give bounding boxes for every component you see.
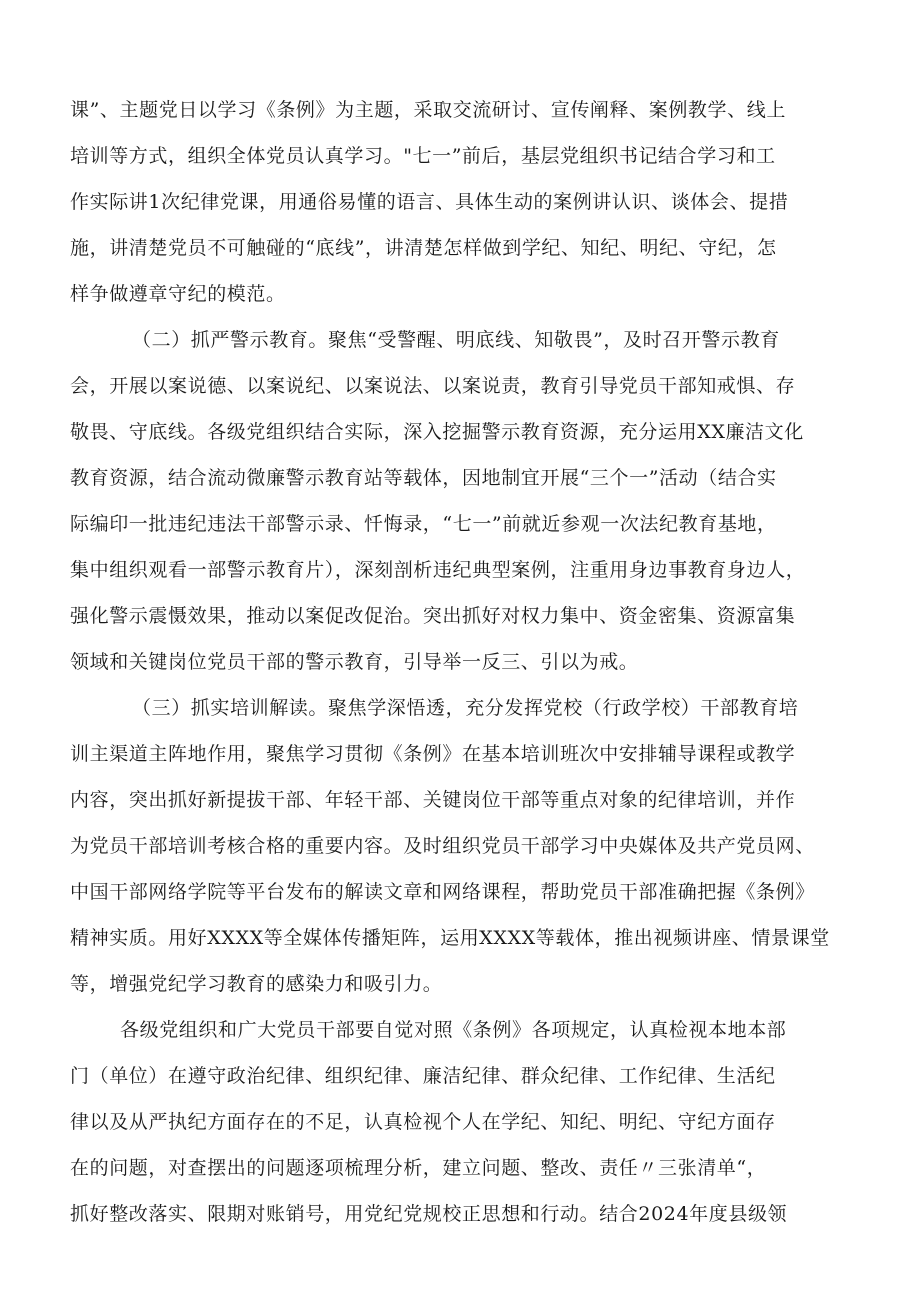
text-line: （二）抓严警示教育。聚焦“受警醒、明底线、知敬畏”，及时召开警示教育 [132,329,780,351]
text-line: 际编印一批违纪违法干部警示录、忏悔录，“七一”前就近参观一次法纪教育基地， [70,513,777,535]
text-line: 各级党组织和广大党员干部要自觉对照《条例》各项规定，认真检视本地本部 [120,1019,787,1041]
text-line: 教育资源，结合流动微廉警示教育站等载体，因地制宜开展“三个一”活动（结合实 [70,467,777,489]
text-line: 会，开展以案说德、以案说纪、以案说法、以案说责，教育引导党员干部知戒惧、存 [70,375,796,397]
text-line: 施，讲清楚党员不可触碰的“底线”，讲清楚怎样做到学纪、知纪、明纪、守纪，怎 [70,237,777,259]
text-line: 作实际讲1次纪律党课，用通俗易懂的语言、具体生动的案例讲认识、谈体会、提措 [70,191,789,213]
text-line: 为党员干部培训考核合格的重要内容。及时组织党员干部学习中央媒体及共产党员网、 [70,835,815,857]
text-line: 中国干部网络学院等平台发布的解读文章和网络课程，帮助党员干部准确把握《条例》 [70,881,815,903]
text-line: 内容，突出抓好新提拔干部、年轻干部、关键岗位干部等重点对象的纪律培训，并作 [70,789,796,811]
text-line: 集中组织观看一部警示教育片），深刻剖析违纪典型案例，注重用身边事教育身边人， [70,559,806,581]
text-line: 精神实质。用好XXXX等全媒体传播矩阵，运用XXXX等载体，推出视频讲座、情景课堂 [70,927,830,949]
text-line: 课”、主题党日以学习《条例》为主题，采取交流研讨、宣传阐释、案例教学、线上 [70,99,786,121]
text-line: 等，增强党纪学习教育的感染力和吸引力。 [70,973,443,995]
text-line: 抓好整改落实、限期对账销号，用党纪党规校正思想和行动。结合2024年度县级领 [70,1203,788,1225]
text-line: 领域和关键岗位党员干部的警示教育，引导举一反三、引以为戒。 [70,651,639,673]
text-line: 在的问题，对查摆出的问题逐项梳理分析，建立问题、整改、责任〃三张清单“， [70,1157,767,1179]
text-line: 律以及从严执纪方面存在的不足，认真检视个人在学纪、知纪、明纪、守纪方面存 [70,1111,776,1133]
text-line: （三）抓实培训解读。聚焦学深悟透，充分发挥党校（行政学校）干部教育培 [132,697,799,719]
text-line: 训主渠道主阵地作用，聚焦学习贯彻《条例》在基本培训班次中安排辅导课程或教学 [70,743,796,765]
text-line: 敬畏、守底线。各级党组织结合实际，深入挖掘警示教育资源，充分运用XX廉洁文化 [70,421,804,443]
text-line: 样争做遵章守纪的模范。 [70,283,286,305]
text-line: 培训等方式，组织全体党员认真学习。"七一”前后，基层党组织书记结合学习和工 [70,145,776,167]
text-line: 门（单位）在遵守政治纪律、组织纪律、廉洁纪律、群众纪律、工作纪律、生活纪 [70,1065,776,1087]
text-line: 强化警示震慑效果，推动以案促改促治。突出抓好对权力集中、资金密集、资源富集 [70,605,796,627]
